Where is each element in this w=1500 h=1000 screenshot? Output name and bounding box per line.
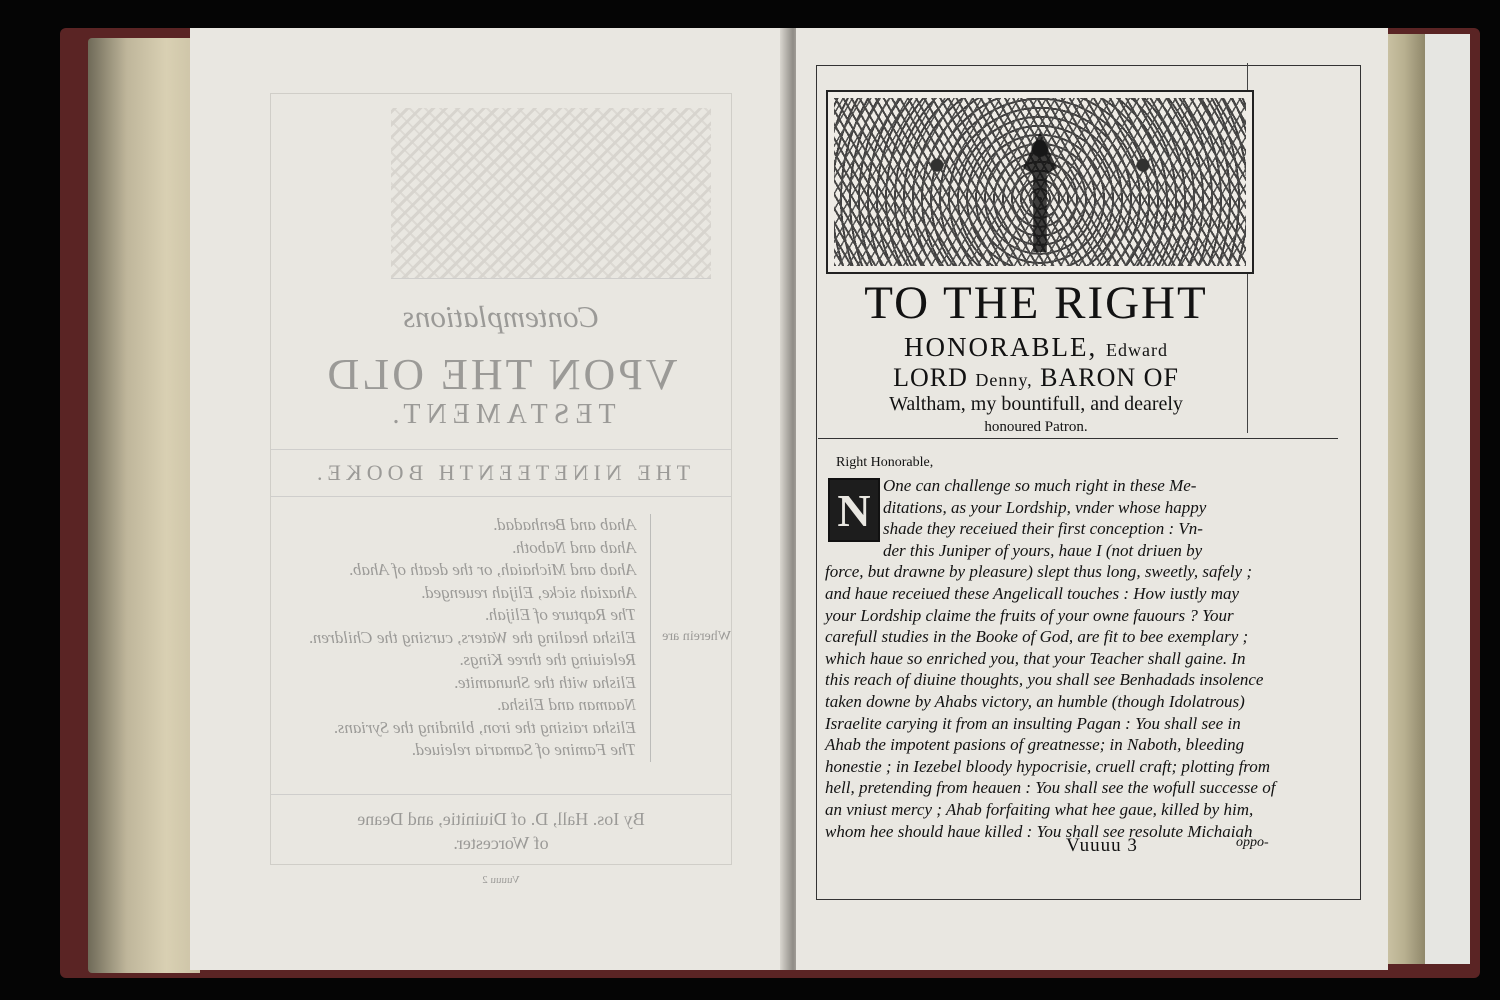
show-through-title-page bbox=[270, 93, 732, 886]
text-line: ditations, as your Lordship, vnder whose happy bbox=[883, 497, 1207, 517]
dedication-line2 bbox=[821, 332, 1251, 363]
ghost-book-label: THE NINETEENTH BOOKE. bbox=[271, 449, 731, 497]
left-page-edges bbox=[88, 38, 200, 973]
text-line: your Lordship claime the fruits of your owne fauours ? Your bbox=[825, 605, 1234, 625]
dedication-lord: LORD bbox=[893, 363, 968, 393]
dedication-surname: Denny, bbox=[975, 370, 1033, 391]
ghost-contents-intro: Wherein are bbox=[662, 629, 731, 644]
ghost-author bbox=[271, 794, 731, 855]
list-item: Ahab and Michaiah, or the death of Ahab. bbox=[348, 560, 636, 579]
text-line: taken downe by Ahabs victory, an humble (though Idolatrous) bbox=[825, 691, 1245, 711]
text-line: One can challenge so much right in these Me- bbox=[883, 476, 1197, 495]
show-through-ornament bbox=[391, 108, 711, 279]
dedication-heading bbox=[821, 276, 1251, 436]
ghost-heading: Contemplations bbox=[402, 299, 600, 334]
dedication-first-name: Edward bbox=[1106, 340, 1168, 361]
catchword: oppo- bbox=[1236, 835, 1269, 850]
ghost-author-line2: of Worcester. bbox=[453, 833, 549, 853]
right-page bbox=[796, 28, 1388, 970]
text-line: carefull studies in the Booke of God, are fit to bee exemplary ; bbox=[825, 627, 1249, 647]
dedication-line3 bbox=[821, 363, 1251, 393]
text-line: an vniust mercy ; Ahab forfaiting what hee gaue, killed by him, bbox=[825, 799, 1254, 819]
text-line: hell, pretending from heauen : You shall see the wofull successe of bbox=[825, 778, 1276, 798]
text-line: Israelite carying it from an insulting Pagan : You shall see in bbox=[825, 713, 1241, 733]
ghost-author-line1: By Ios. Hall, D. of Diuinitie, and Deane bbox=[357, 809, 645, 829]
divider bbox=[818, 438, 1338, 439]
text-line: and haue receiued these Angelicall touches : How iustly may bbox=[825, 583, 1240, 603]
right-page-edges bbox=[1382, 34, 1427, 964]
list-item: Releiuing the three Kings. bbox=[459, 650, 636, 669]
text-line: this reach of diuine thoughts, you shall see Benhadads insolence bbox=[825, 670, 1264, 690]
dedication-line4: Waltham, my bountifull, and dearely bbox=[889, 392, 1183, 415]
list-item: Elisha raising the iron, blinding the Syrians. bbox=[333, 717, 636, 737]
endpaper bbox=[1425, 34, 1470, 964]
text-line: shade they receiued their first conception : Vn- bbox=[883, 519, 1203, 539]
list-item: Ahab and Benhadad. bbox=[492, 515, 636, 534]
left-page bbox=[190, 28, 790, 970]
list-item: The Rapture of Elijah. bbox=[484, 605, 636, 624]
text-line: whom hee should haue killed : You shall see resolute Michaiah bbox=[825, 821, 1253, 841]
dedication-honorable: HONORABLE, bbox=[904, 332, 1098, 363]
dedication-line5: honoured Patron. bbox=[984, 418, 1088, 435]
ghost-signature-mark: Vuuuu 2 bbox=[482, 874, 520, 886]
ghost-contents-list bbox=[309, 514, 651, 762]
dedication-line1: TO THE RIGHT bbox=[864, 277, 1208, 329]
list-item: Elisha healing the Waters, cursing the Children. bbox=[308, 627, 636, 647]
list-item: Ahab and Naboth. bbox=[511, 537, 636, 557]
list-item: Naaman and Elisha. bbox=[496, 695, 636, 714]
text-line: which haue so enriched you, that your Teacher shall gaine. In bbox=[825, 648, 1246, 668]
salutation: Right Honorable, bbox=[836, 455, 934, 470]
dedication-body bbox=[825, 475, 1276, 842]
text-line: honestie ; in Iezebel bloody hypocrisie, cruell craft; plotting from bbox=[825, 756, 1271, 776]
ghost-title-line1: VPON THE OLD bbox=[324, 350, 678, 399]
text-line: Ahab the impotent pasions of greatnesse; in Naboth, bleeding bbox=[825, 735, 1245, 755]
dedication-baron: BARON OF bbox=[1040, 363, 1179, 393]
list-item: Elisha with the Shunamite. bbox=[453, 672, 636, 692]
text-line: der this Juniper of yours, haue I (not driuen by bbox=[883, 540, 1203, 560]
list-item: The Famine of Samaria releiued. bbox=[411, 740, 636, 759]
signature-mark: Vuuuu 3 bbox=[1066, 835, 1138, 856]
woodcut-headpiece bbox=[826, 90, 1254, 274]
list-item: Ahaziah sicke, Elijah reuenged. bbox=[420, 582, 636, 602]
text-line: force, but drawne by pleasure) slept thus long, sweetly, safely ; bbox=[825, 562, 1252, 582]
drop-cap-letter: N bbox=[837, 484, 871, 536]
ghost-title-line2: TESTAMENT. bbox=[386, 399, 616, 430]
